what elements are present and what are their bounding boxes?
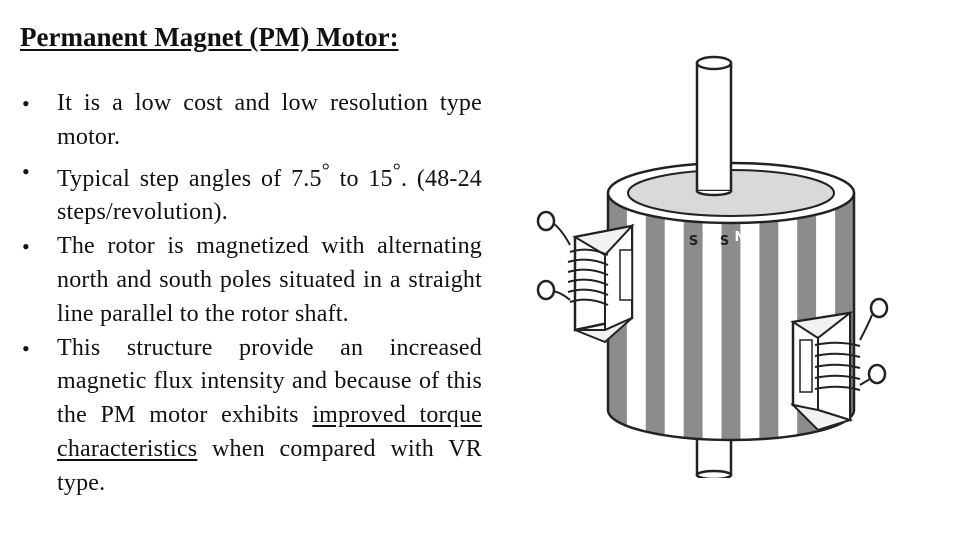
bullet-symbol: • [22, 91, 30, 116]
pole-label: N [734, 230, 746, 245]
coil-terminal-icon [538, 212, 554, 230]
bullet-item-step-angles [20, 155, 482, 231]
pole-label: N [703, 230, 715, 245]
right-stator-coil [793, 299, 887, 430]
pm-motor-illustration [530, 48, 900, 478]
bullet-text: The rotor is magnetized with alternating north and south poles situated in a straight line parallel to the rotor shaft. [57, 233, 482, 327]
slide-title: Permanent Magnet (PM) Motor: [20, 22, 399, 52]
bullet-text-part: This structure provide an increased magnetic flux intensity and because of this the PM motor exhibits [57, 334, 482, 429]
bullet-item-structure [20, 332, 482, 501]
pole-label: N [672, 230, 684, 245]
coil-terminal-icon [538, 281, 554, 299]
coil-terminal-icon [871, 299, 887, 317]
bullet-item-cost [20, 87, 482, 155]
bullet-symbol: • [22, 158, 30, 184]
degree-symbol: ° [392, 159, 401, 182]
bullet-text-part: . (48-24 steps/revolution). [57, 165, 482, 226]
degree-symbol: ° [321, 159, 330, 182]
pole-label: S [688, 234, 699, 249]
top-shaft [697, 57, 731, 195]
left-stator-coil [538, 212, 632, 342]
bullet-text-part: when compared with VR type. [57, 435, 482, 496]
underlined-phrase: improved torque characteristics [57, 402, 482, 462]
bullet-symbol: • [22, 234, 30, 260]
bullet-item-rotor [20, 230, 482, 331]
bullet-list [20, 87, 482, 501]
bullet-text-part: Typical step angles of 7.5 [57, 165, 322, 192]
bullet-text: It is a low cost and low resolution type motor. [57, 90, 482, 150]
bullet-symbol: • [22, 335, 30, 361]
bullet-text-part: to 15 [329, 165, 393, 192]
pole-label: S [719, 234, 730, 249]
coil-terminal-icon [869, 365, 885, 383]
